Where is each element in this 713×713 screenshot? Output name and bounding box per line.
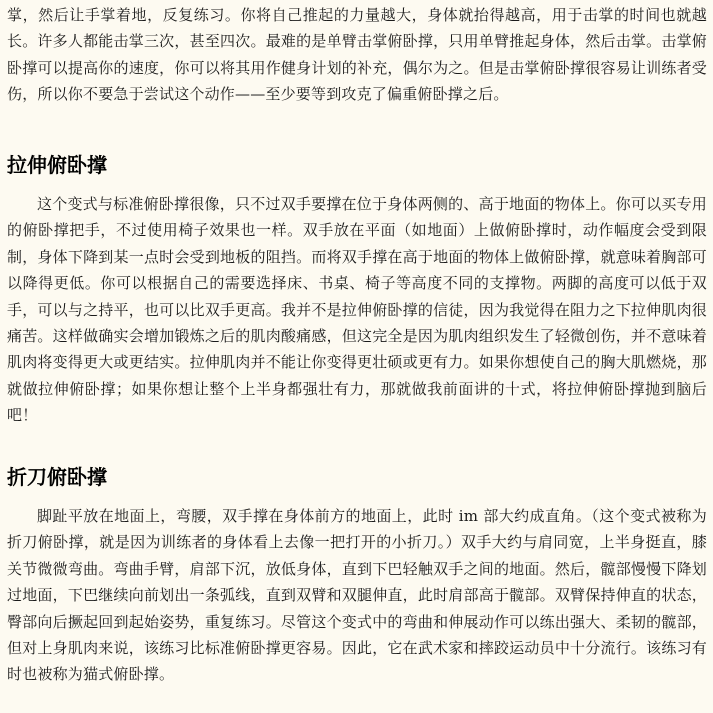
section-paragraph-stretch-pushup: 这个变式与标准俯卧撑很像，只不过双手要撑在位于身体两侧的、高于地面的物体上。你可以买专用的俯卧撑把手，不过使用椅子效果也一样。双手放在平面（如地面）上做俯卧撑时，动作幅度会受到限制，身体下降到某一点时会受到地板的阻挡。而将双手撑在高于地面的物体上做俯卧撑，就意味着胸部可以降得更低。你可以根据自己的需要选择床、书桌、椅子等高度不同的支撑物。两脚的高度可以低于双手，可以与之持平，也可以比双手更高。我并不是拉伸俯卧撑的信徒，因为我觉得在阻力之下拉伸肌肉很痛苦。这样做确实会增加锻炼之后的肌肉酸痛感，但这完全是因为肌肉组织发生了轻微创伤，并不意味着肌肉将变得更大或更结实。拉伸肌肉并不能让你变得更壮硕或更有力。如果你想使自己的胸大肌燃烧，那就做拉伸俯卧撑；如果你想让整个上半身都强壮有力，那就做我前面讲的十式，将拉伸俯卧撑抛到脑后吧！ (7, 195, 707, 425)
document-page (7, 2, 707, 684)
intro-paragraph: 掌，然后让手掌着地，反复练习。你将自己推起的力量越大，身体就抬得越高，用于击掌的时间也就越长。许多人都能击掌三次，甚至四次。最难的是单臂击掌俯卧撑，只用单臂推起身体，然后击掌。击掌俯卧撑可以提高你的速度，你可以将其用作健身计划的补充，偶尔为之。但是击掌俯卧撑很容易让训练者受伤，所以你不要急于尝试这个动作——至少要等到攻克了偏重俯卧撑之后。 (7, 6, 707, 104)
section-heading-stretch-pushup: 拉伸俯卧撑 (7, 153, 107, 177)
section-paragraph-jackknife-pushup: 脚趾平放在地面上，弯腰，双手撑在身体前方的地面上，此时 im 部大约成直角。（这个变式被称为折刀俯卧撑，就是因为训练者的身体看上去像一把打开的小折刀。）双手大约与肩同宽，上半身挺直，膝关节微微弯曲。弯曲手臂，肩部下沉，放低身体，直到下巴轻触双手之间的地面。然后，髋部慢慢下降划过地面，下巴继续向前划出一条弧线，直到双臂和双腿伸直，此时肩部高于髋部。双臂保持伸直的状态，臀部向后撅起回到起始姿势，重复练习。尽管这个变式中的弯曲和伸展动作可以练出强大、柔韧的髋部，但对上身肌肉来说，该练习比标准俯卧撑更容易。因此，它在武术家和摔跤运动员中十分流行。该练习有时也被称为猫式俯卧撑。 (7, 507, 707, 684)
section-heading-jackknife-pushup: 折刀俯卧撑 (7, 465, 107, 489)
